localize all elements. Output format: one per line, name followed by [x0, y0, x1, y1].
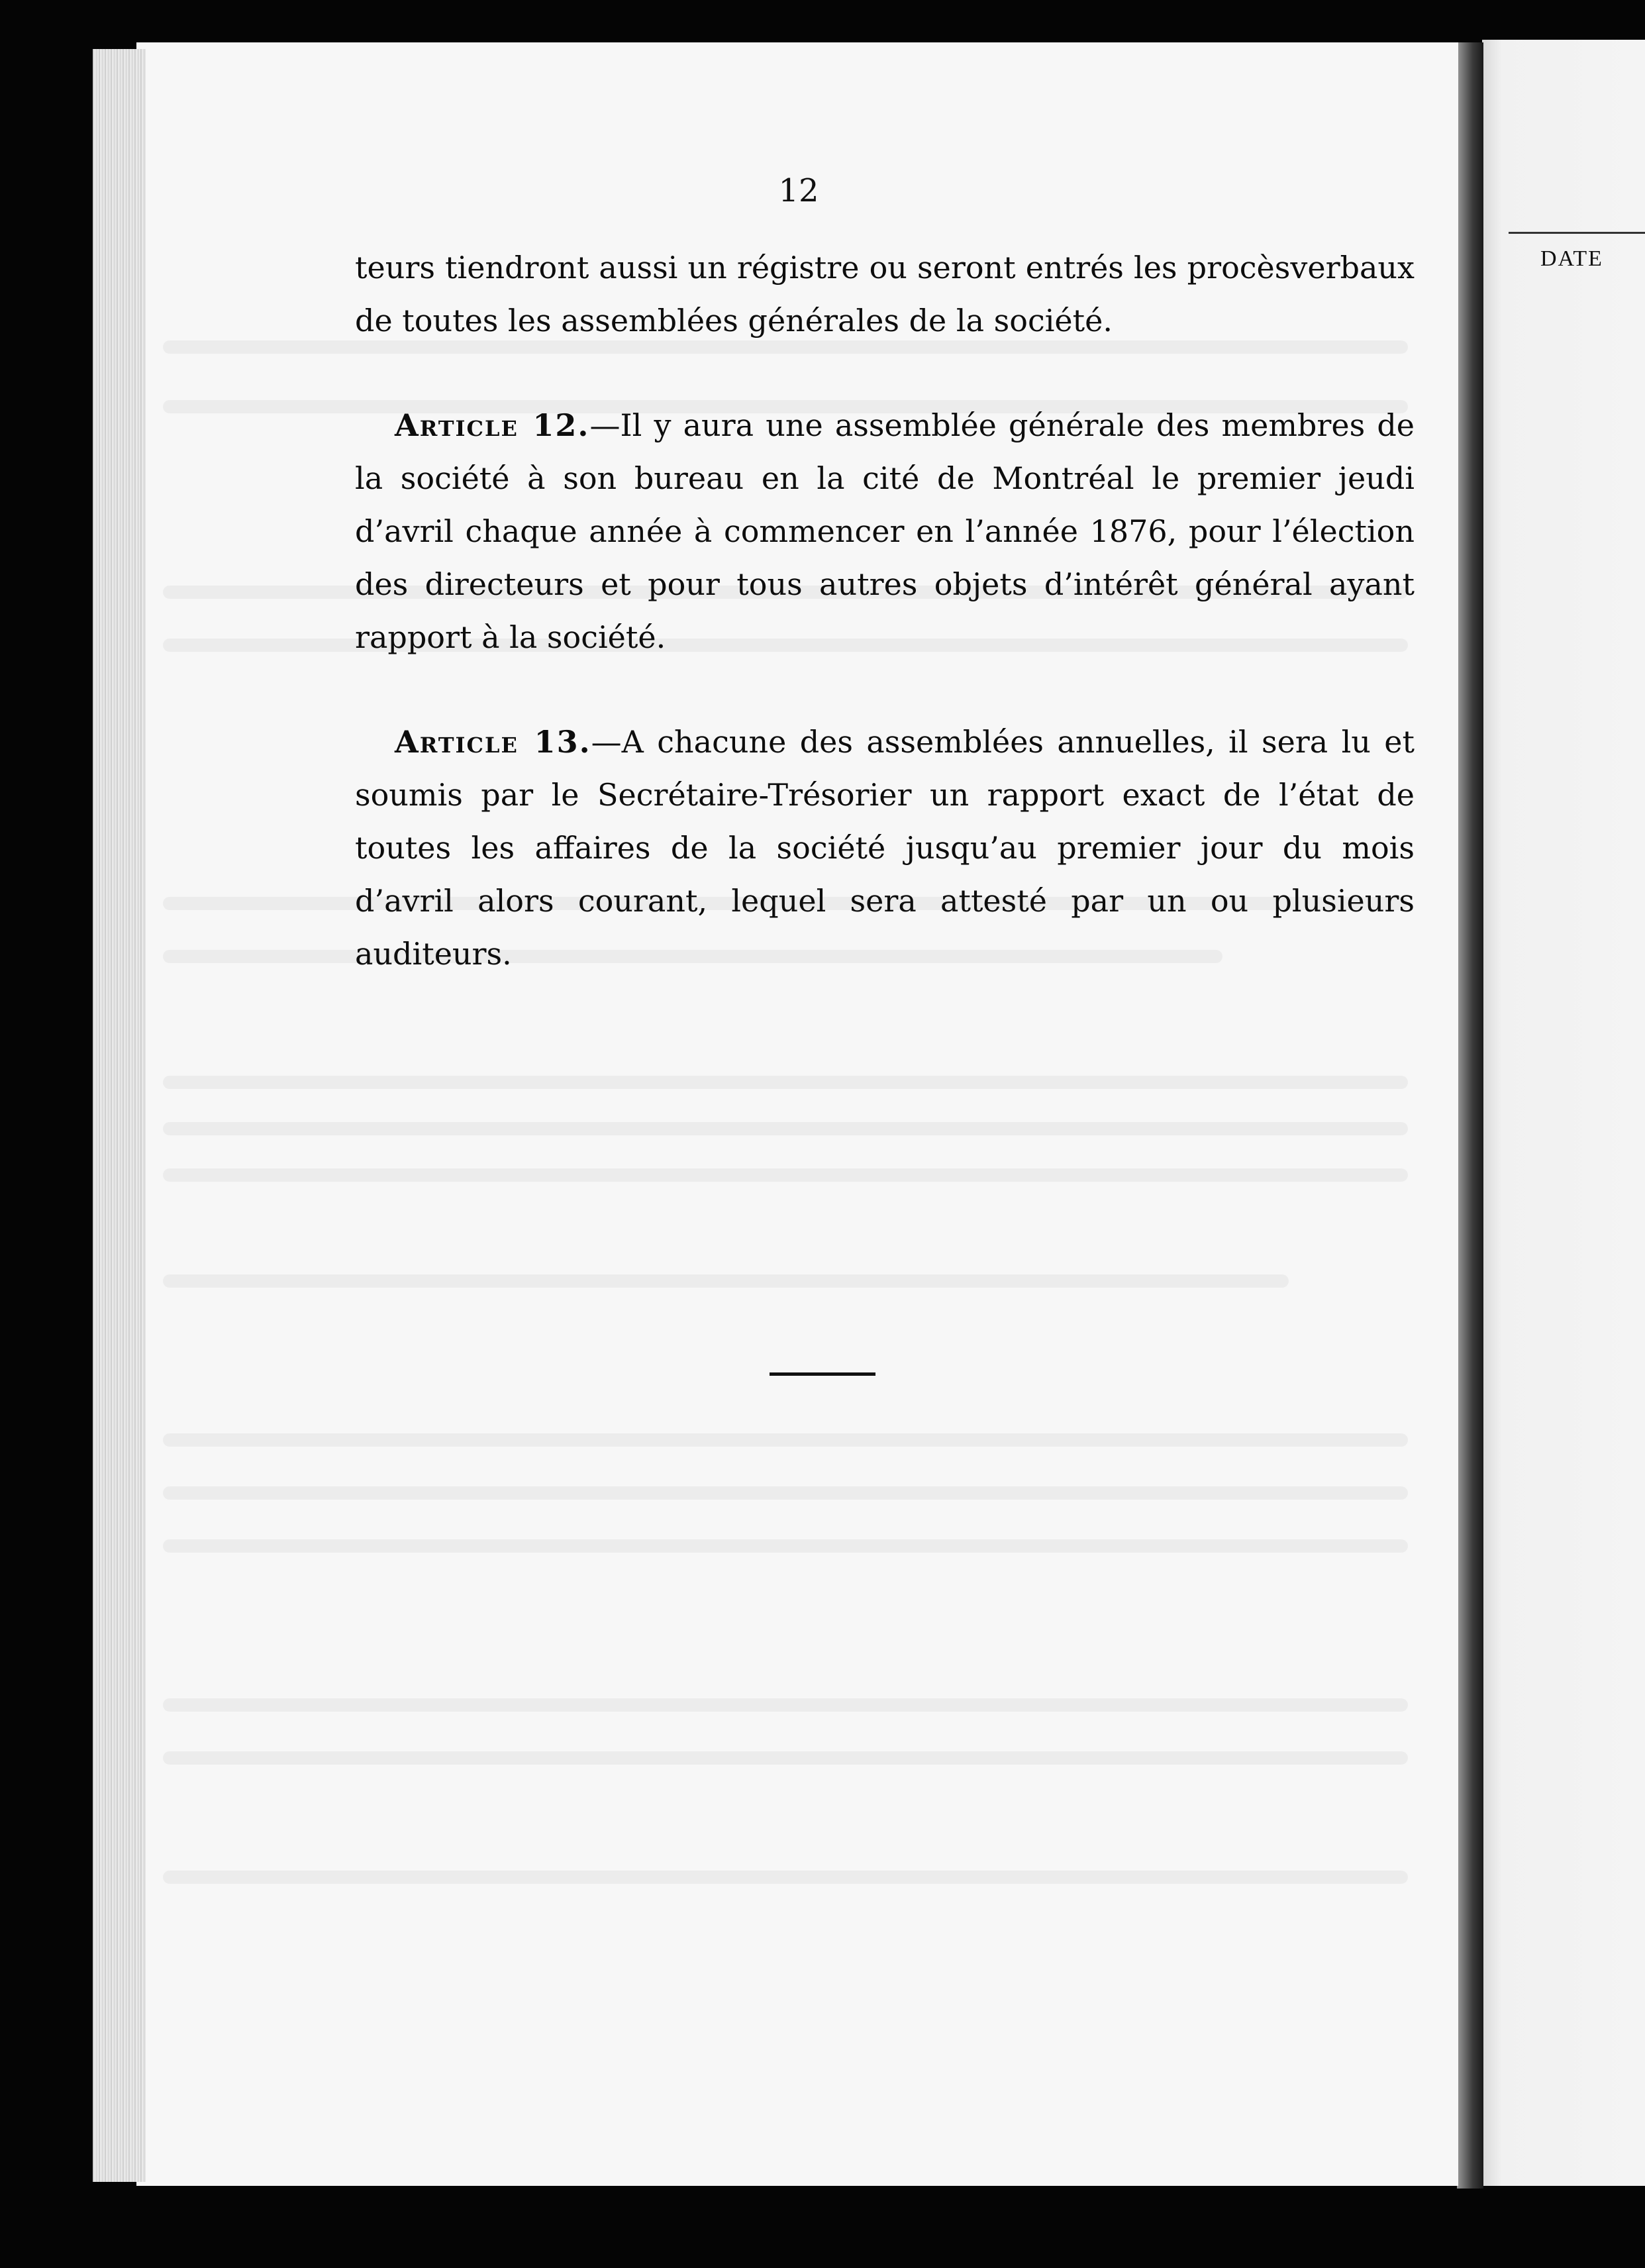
bleed-through-line	[163, 1698, 1408, 1712]
bleed-through-line	[163, 1122, 1408, 1135]
page-number: 12	[778, 172, 819, 209]
facing-page-date-label: DATE	[1540, 246, 1603, 271]
bleed-through-line	[163, 1076, 1408, 1089]
bleed-through-line	[163, 1168, 1408, 1182]
bleed-through-line	[163, 1751, 1408, 1765]
gutter-shadow	[1457, 42, 1483, 2189]
article-label: Article 12.	[395, 407, 590, 443]
document-page	[136, 42, 1458, 2186]
section-divider	[770, 1372, 875, 1376]
bleed-through-line	[163, 1486, 1408, 1500]
paragraph-text: —A chacune des assemblées annuelles, il sera lu et soumis par le Secrétaire-Trésorier un rapport exact de l’état de toutes les affaires de la société jusqu’au premier jour du mois d’avril alors courant, lequel sera attesté par un ou plusieurs auditeurs.	[355, 724, 1415, 972]
facing-page-rule	[1509, 232, 1645, 234]
paragraph-article-12	[355, 399, 1415, 664]
bleed-through-line	[163, 1539, 1408, 1553]
paragraph-text: —Il y aura une assemblée générale des membres de la société à son bureau en la cité de Montréal le premier jeudi d’avril chaque année à commencer en l’année 1876, pour l’élection des directeurs et pour tous autres objets d’intérêt général ayant rapport à la société.	[355, 407, 1415, 655]
paragraph-continuation	[355, 241, 1415, 347]
article-label: Article 13.	[395, 724, 591, 760]
paragraph-text: teurs tiendront aussi un régistre ou seront entrés les procèsverbaux de toutes les assemblées générales de la société.	[355, 250, 1415, 338]
bleed-through-line	[163, 1433, 1408, 1447]
page-stack-edge	[93, 49, 146, 2182]
body-text	[355, 241, 1415, 980]
facing-page	[1482, 40, 1645, 2186]
bleed-through-line	[163, 1871, 1408, 1884]
paragraph-article-13	[355, 715, 1415, 980]
bleed-through-line	[163, 1274, 1289, 1288]
